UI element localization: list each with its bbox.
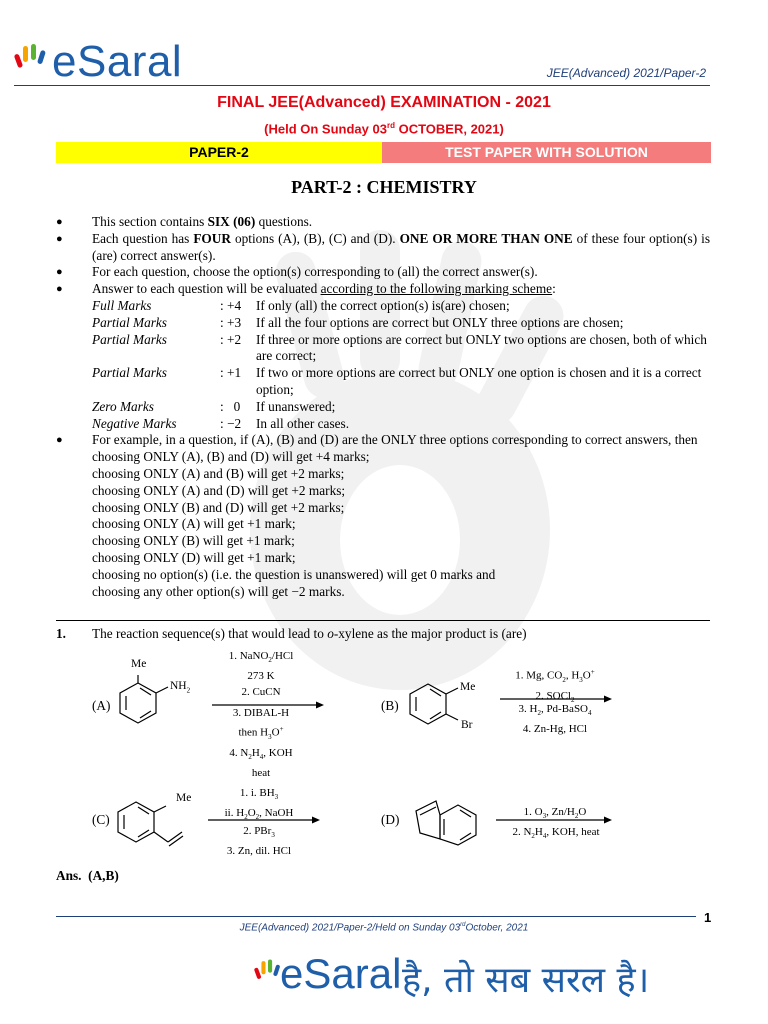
reagent: 2. SOCl$_2$ bbox=[535, 689, 575, 705]
footer-brand-name: Saral bbox=[303, 950, 402, 997]
option-d-conditions-bottom bbox=[500, 824, 612, 844]
logo-brand: Saral bbox=[76, 37, 183, 86]
question-divider bbox=[56, 620, 710, 621]
marking-value: : +1 bbox=[220, 365, 242, 381]
text: -xylene as the major product is (are) bbox=[333, 626, 527, 641]
footer-brand-prefix: e bbox=[280, 950, 304, 997]
option-b-benzene-icon bbox=[408, 676, 468, 736]
option-b-conditions-bottom bbox=[500, 701, 610, 737]
marking-value: : +4 bbox=[220, 297, 242, 313]
marking-desc: If only (all) the correct option(s) is(are) chosen; bbox=[256, 297, 510, 313]
option-a-label: (A) bbox=[92, 698, 111, 713]
part-title: PART-2 : CHEMISTRY bbox=[291, 177, 477, 197]
reagent: 273 K bbox=[247, 670, 275, 683]
marking-label: Negative Marks bbox=[92, 415, 177, 431]
example-line: choosing any other option(s) will get −2 marks. bbox=[92, 583, 345, 599]
text: Answer to each question will be evaluated bbox=[92, 281, 321, 297]
marking-desc: If all the four options are correct but ONLY three options are chosen; bbox=[256, 314, 624, 330]
paper-description: TEST PAPER WITH SOLUTION bbox=[382, 142, 711, 163]
example-line: choosing ONLY (A) and (B) will get +2 marks; bbox=[92, 465, 345, 481]
logo-prefix: e bbox=[52, 37, 77, 86]
instructions bbox=[56, 214, 710, 600]
example-line: choosing ONLY (A), (B) and (D) will get +4 marks; bbox=[92, 449, 370, 465]
marking-value: : +3 bbox=[220, 314, 242, 330]
marking-row bbox=[56, 365, 710, 399]
option-c-me: Me bbox=[176, 792, 192, 804]
option-a-me: Me bbox=[131, 658, 147, 670]
marking-row bbox=[56, 332, 710, 366]
reagent: 2. PBr$_3$ bbox=[243, 825, 275, 840]
footer-divider bbox=[56, 916, 696, 917]
esaral-logo bbox=[14, 37, 194, 90]
marking-value: : −2 bbox=[220, 415, 242, 431]
reagent: 2. $N_2H_4$, KOH, heat bbox=[512, 826, 600, 841]
paper-bar bbox=[56, 142, 711, 163]
option-a-nh2 bbox=[170, 680, 190, 694]
text: October, 2021 bbox=[465, 922, 529, 934]
text: options (A), (B), (C) and (D). bbox=[230, 230, 400, 246]
marking-desc: If two or more options are correct but ONLY one option is chosen and it is a correct option; bbox=[256, 365, 702, 397]
reagent: 1. NaNO$_2$/HCl bbox=[228, 650, 294, 665]
page-number: 1 bbox=[704, 910, 712, 925]
instruction-item: ● For example, in a question, if (A), (B) and (D) are the ONLY three options corresponding to correct answers, then bbox=[56, 432, 710, 449]
exam-title: FINAL JEE(Advanced) EXAMINATION - 2021 bbox=[217, 94, 551, 111]
text-bold: SIX (06) bbox=[207, 214, 256, 229]
footer-logo bbox=[254, 950, 734, 1010]
example-line: choosing ONLY (A) and (D) will get +2 marks; bbox=[92, 482, 346, 498]
option-c-label: (C) bbox=[92, 812, 110, 827]
marking-label: Zero Marks bbox=[92, 398, 154, 414]
marking-row bbox=[56, 298, 710, 315]
instruction-item: ● For each question, choose the option(s) corresponding to (all) the correct answer(s). bbox=[56, 264, 710, 281]
option-b-label: (B) bbox=[381, 698, 399, 713]
text: questions. bbox=[255, 214, 313, 229]
option-d-label: (D) bbox=[381, 812, 400, 827]
reagent: ii. $H_2O_2$, NaOH bbox=[224, 807, 294, 822]
text-bold: ONE OR MORE THAN ONE bbox=[399, 230, 573, 246]
text-underlined: according to the following marking scheme bbox=[320, 281, 553, 297]
marking-value: : 0 bbox=[220, 398, 241, 414]
question-text bbox=[92, 626, 527, 642]
option-a-conditions-bottom bbox=[206, 705, 316, 781]
option-d-indene-icon bbox=[410, 795, 490, 850]
exam-date bbox=[0, 121, 768, 136]
answer: Ans. (A,B) bbox=[56, 868, 119, 883]
text-italic: o bbox=[327, 626, 334, 641]
text: Each question has bbox=[92, 230, 194, 246]
option-b-br: Br bbox=[461, 719, 473, 731]
marking-row bbox=[56, 315, 710, 332]
exam-date-post: OCTOBER, 2021) bbox=[394, 121, 504, 137]
reagent: 1. i. $BH_3$ bbox=[239, 787, 279, 802]
text: JEE(Advanced) 2021/Paper-2/Held on Sunday 03 bbox=[239, 922, 461, 934]
instruction-item bbox=[56, 214, 710, 231]
footer-hand-logo-icon bbox=[254, 956, 282, 996]
example-line: choosing ONLY (B) and (D) will get +2 marks; bbox=[92, 499, 345, 515]
instruction-item bbox=[56, 231, 710, 265]
reagent: 3. Zn, dil. HCl bbox=[226, 845, 292, 858]
marking-label: Partial Marks bbox=[92, 331, 167, 347]
marking-desc: In all other cases. bbox=[256, 415, 350, 431]
instruction-item bbox=[56, 281, 710, 298]
reagent: 1. Mg, $CO_2$, $H_3O^+$ bbox=[515, 668, 595, 684]
reagent: 4. $N_2H_4$, KOH bbox=[229, 746, 293, 762]
text: NH bbox=[170, 680, 187, 692]
option-a-conditions-top bbox=[206, 648, 316, 700]
reagent: 3. DIBAL-H bbox=[232, 707, 290, 719]
example-line: choosing no option(s) (i.e. the question is unanswered) will get 0 marks and bbox=[92, 566, 496, 582]
reagent: 2. CuCN bbox=[241, 686, 281, 699]
paper-label: PAPER-2 bbox=[56, 142, 382, 163]
footer-tagline: है, तो सब सरल है। bbox=[402, 960, 650, 1001]
marking-desc: If three or more options are correct but ONLY two options are chosen, both of which are correct; bbox=[256, 331, 707, 364]
example-line: choosing ONLY (B) will get +1 mark; bbox=[92, 533, 295, 549]
marking-row bbox=[56, 399, 710, 416]
marking-desc: If unanswered; bbox=[256, 398, 336, 414]
reagent: then $H_3O^+$ bbox=[238, 725, 284, 741]
reagent: 4. Zn-Hg, HCl bbox=[522, 723, 588, 736]
exam-date-pre: (Held On Sunday 03 bbox=[264, 121, 387, 137]
marking-label: Partial Marks bbox=[92, 314, 167, 330]
reagent: 1. $O_3$, $Zn/H_2O$ bbox=[523, 806, 587, 821]
question-number: 1. bbox=[56, 626, 66, 641]
text-bold: FOUR bbox=[193, 230, 231, 246]
option-c-conditions-bottom bbox=[204, 823, 314, 859]
text-sub: 2 bbox=[186, 686, 191, 695]
hand-logo-icon bbox=[14, 42, 48, 86]
footer-text bbox=[0, 922, 768, 933]
example-line: choosing ONLY (D) will get +1 mark; bbox=[92, 549, 296, 565]
header-divider bbox=[14, 85, 710, 86]
marking-row bbox=[56, 416, 710, 433]
example-line: choosing ONLY (A) will get +1 mark; bbox=[92, 516, 296, 532]
text-sup: rd bbox=[460, 922, 466, 928]
text: This section contains bbox=[92, 214, 208, 229]
exam-reference: JEE(Advanced) 2021/Paper-2 bbox=[546, 66, 706, 80]
text: The reaction sequence(s) that would lead to bbox=[92, 626, 328, 641]
logo-text bbox=[52, 37, 182, 87]
exam-date-sup: rd bbox=[386, 121, 395, 130]
footer-brand bbox=[280, 950, 401, 998]
text: : bbox=[552, 281, 556, 297]
reagent: 3. $H_2$, Pd-BaSO$_4$ bbox=[518, 703, 592, 718]
marking-label: Full Marks bbox=[92, 297, 152, 313]
marking-label: Partial Marks bbox=[92, 365, 167, 381]
option-a-benzene-icon bbox=[118, 675, 178, 735]
marking-value: : +2 bbox=[220, 331, 242, 347]
option-b-me: Me bbox=[460, 681, 476, 693]
reagent: heat bbox=[251, 767, 271, 780]
text: of these four option(s) is (are) correct answer(s). bbox=[92, 230, 710, 263]
